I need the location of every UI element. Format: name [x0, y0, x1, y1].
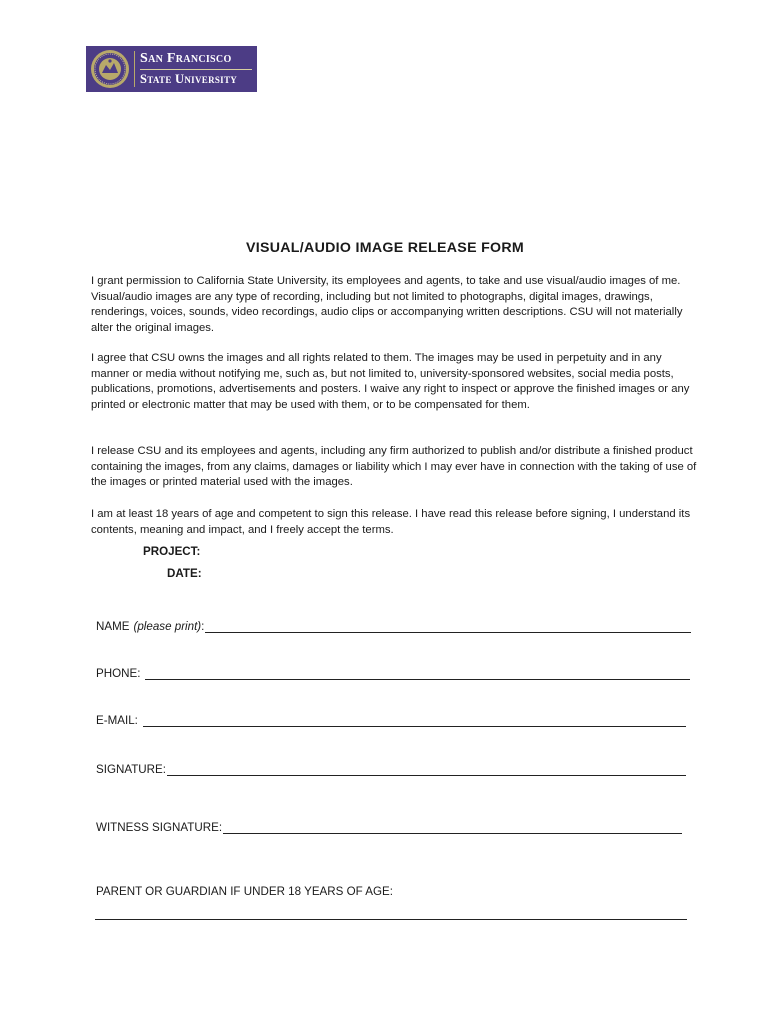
logo-wordmark — [140, 52, 252, 86]
date-label: DATE: — [167, 567, 202, 580]
logo-line-1: San Francisco — [140, 51, 232, 67]
guardian-signature-line[interactable] — [95, 919, 687, 920]
paragraph-release: I release CSU and its employees and agents, including any firm authorized to publish and/or distribute a finished product containing the images, from any claims, damages or liability which I may ever have in connection with the taking of use of the images or printed material used with the images. — [91, 445, 697, 488]
signature-line[interactable] — [167, 763, 686, 776]
email-label: E-MAIL: — [96, 714, 138, 727]
guardian-label: PARENT OR GUARDIAN IF UNDER 18 YEARS OF AGE: — [96, 885, 393, 898]
witness-signature-line[interactable] — [223, 821, 682, 834]
signature-field[interactable] — [96, 763, 686, 776]
form-title: VISUAL/AUDIO IMAGE RELEASE FORM — [245, 240, 525, 256]
witness-signature-field[interactable] — [96, 821, 682, 834]
name-line[interactable] — [205, 620, 691, 633]
email-field[interactable] — [96, 714, 686, 727]
phone-label: PHONE: — [96, 667, 141, 680]
name-label: NAME — [96, 620, 130, 633]
paragraph-age-consent: I am at least 18 years of age and competent to sign this release. I have read this release before signing, I understand its contents, meaning and impact, and I freely accept the terms. — [91, 508, 691, 536]
university-seal-icon — [89, 48, 131, 90]
witness-signature-label: WITNESS SIGNATURE: — [96, 821, 223, 834]
university-logo — [86, 46, 257, 92]
logo-line-2: State University — [140, 72, 238, 87]
paragraph-ownership: I agree that CSU owns the images and all rights related to them. The images may be used in perpetuity and in any manner or media without notifying me, such as, but not limited to, university-sponsored websites, social media posts, publications, promotions, advertisements and posters. I waive any right to inspect or approve the finished images or any printed or electronic matter that may be used with them, or to be compensated for them. — [91, 352, 690, 411]
name-colon: : — [201, 620, 205, 633]
name-hint: (please print) — [133, 620, 202, 633]
name-field[interactable] — [96, 620, 691, 633]
signature-label: SIGNATURE: — [96, 763, 166, 776]
logo-divider — [134, 51, 135, 87]
phone-field[interactable] — [96, 667, 690, 680]
paragraph-permission: I grant permission to California State University, its employees and agents, to take and use visual/audio images of me. Visual/audio images are any type of recording, including but not limited to photographs, digital images, drawings, renderings, voices, sounds, video recordings, audio clips or accompanying written descriptions. CSU will not materially alter the original images. — [91, 275, 683, 334]
email-line[interactable] — [143, 714, 686, 727]
logo-rule — [140, 69, 252, 70]
project-label: PROJECT: — [143, 545, 201, 558]
phone-line[interactable] — [145, 667, 690, 680]
